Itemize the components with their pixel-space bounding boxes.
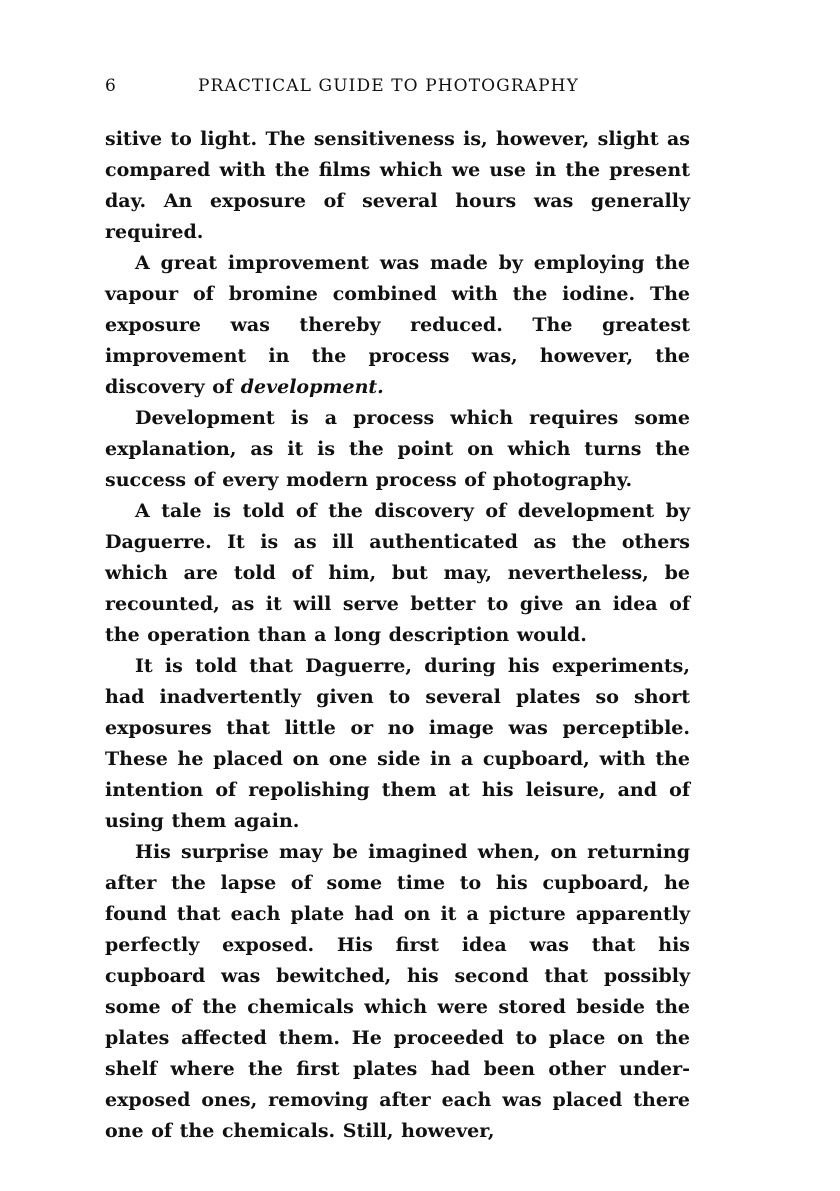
paragraph-1: sitive to light. The sensitiveness is, however, slight as compared with the films which we use in the present day. An exposure of several hours was generally required. — [105, 128, 690, 243]
development-italic: development. — [240, 376, 384, 398]
paragraph-6: His surprise may be imagined when, on returning after the lapse of some time to his cupboard, he found that each plate had on it a picture apparently perfectly exposed. His first idea was that his cupboard was bewitched, his second that possibly some of the chemicals which were stored beside the plates affected them. He proceeded to place on the shelf where the first plates had been other under-exposed ones, removing after each was placed there one of the chemicals. Still, however, — [105, 841, 690, 1142]
paragraph-3: Development is a process which requires some explanation, as it is the point on which turns the success of every modern process of photography. — [105, 407, 690, 491]
page-header — [105, 72, 690, 102]
paragraph-2 — [105, 248, 690, 403]
paragraph-4: A tale is told of the discovery of development by Daguerre. It is as ill authenticated as the others which are told of him, but may, nevertheless, be recounted, as it will serve better to give an idea of the operation than a long description would. — [105, 500, 690, 646]
page-number: 6 — [105, 76, 117, 96]
running-title: PRACTICAL GUIDE TO PHOTOGRAPHY — [198, 76, 579, 96]
paragraph-2-text: A great improvement was made by employing the vapour of bromine combined with the iodine. The exposure was thereby reduced. The greatest improvement in the process was, however, the discovery of — [105, 252, 690, 398]
book-page — [105, 72, 690, 1147]
paragraph-5: It is told that Daguerre, during his experiments, had inadvertently given to several plates so short exposures that little or no image was perceptible. These he placed on one side in a cupboard, with the intention of repolishing them at his leisure, and of using them again. — [105, 655, 690, 832]
